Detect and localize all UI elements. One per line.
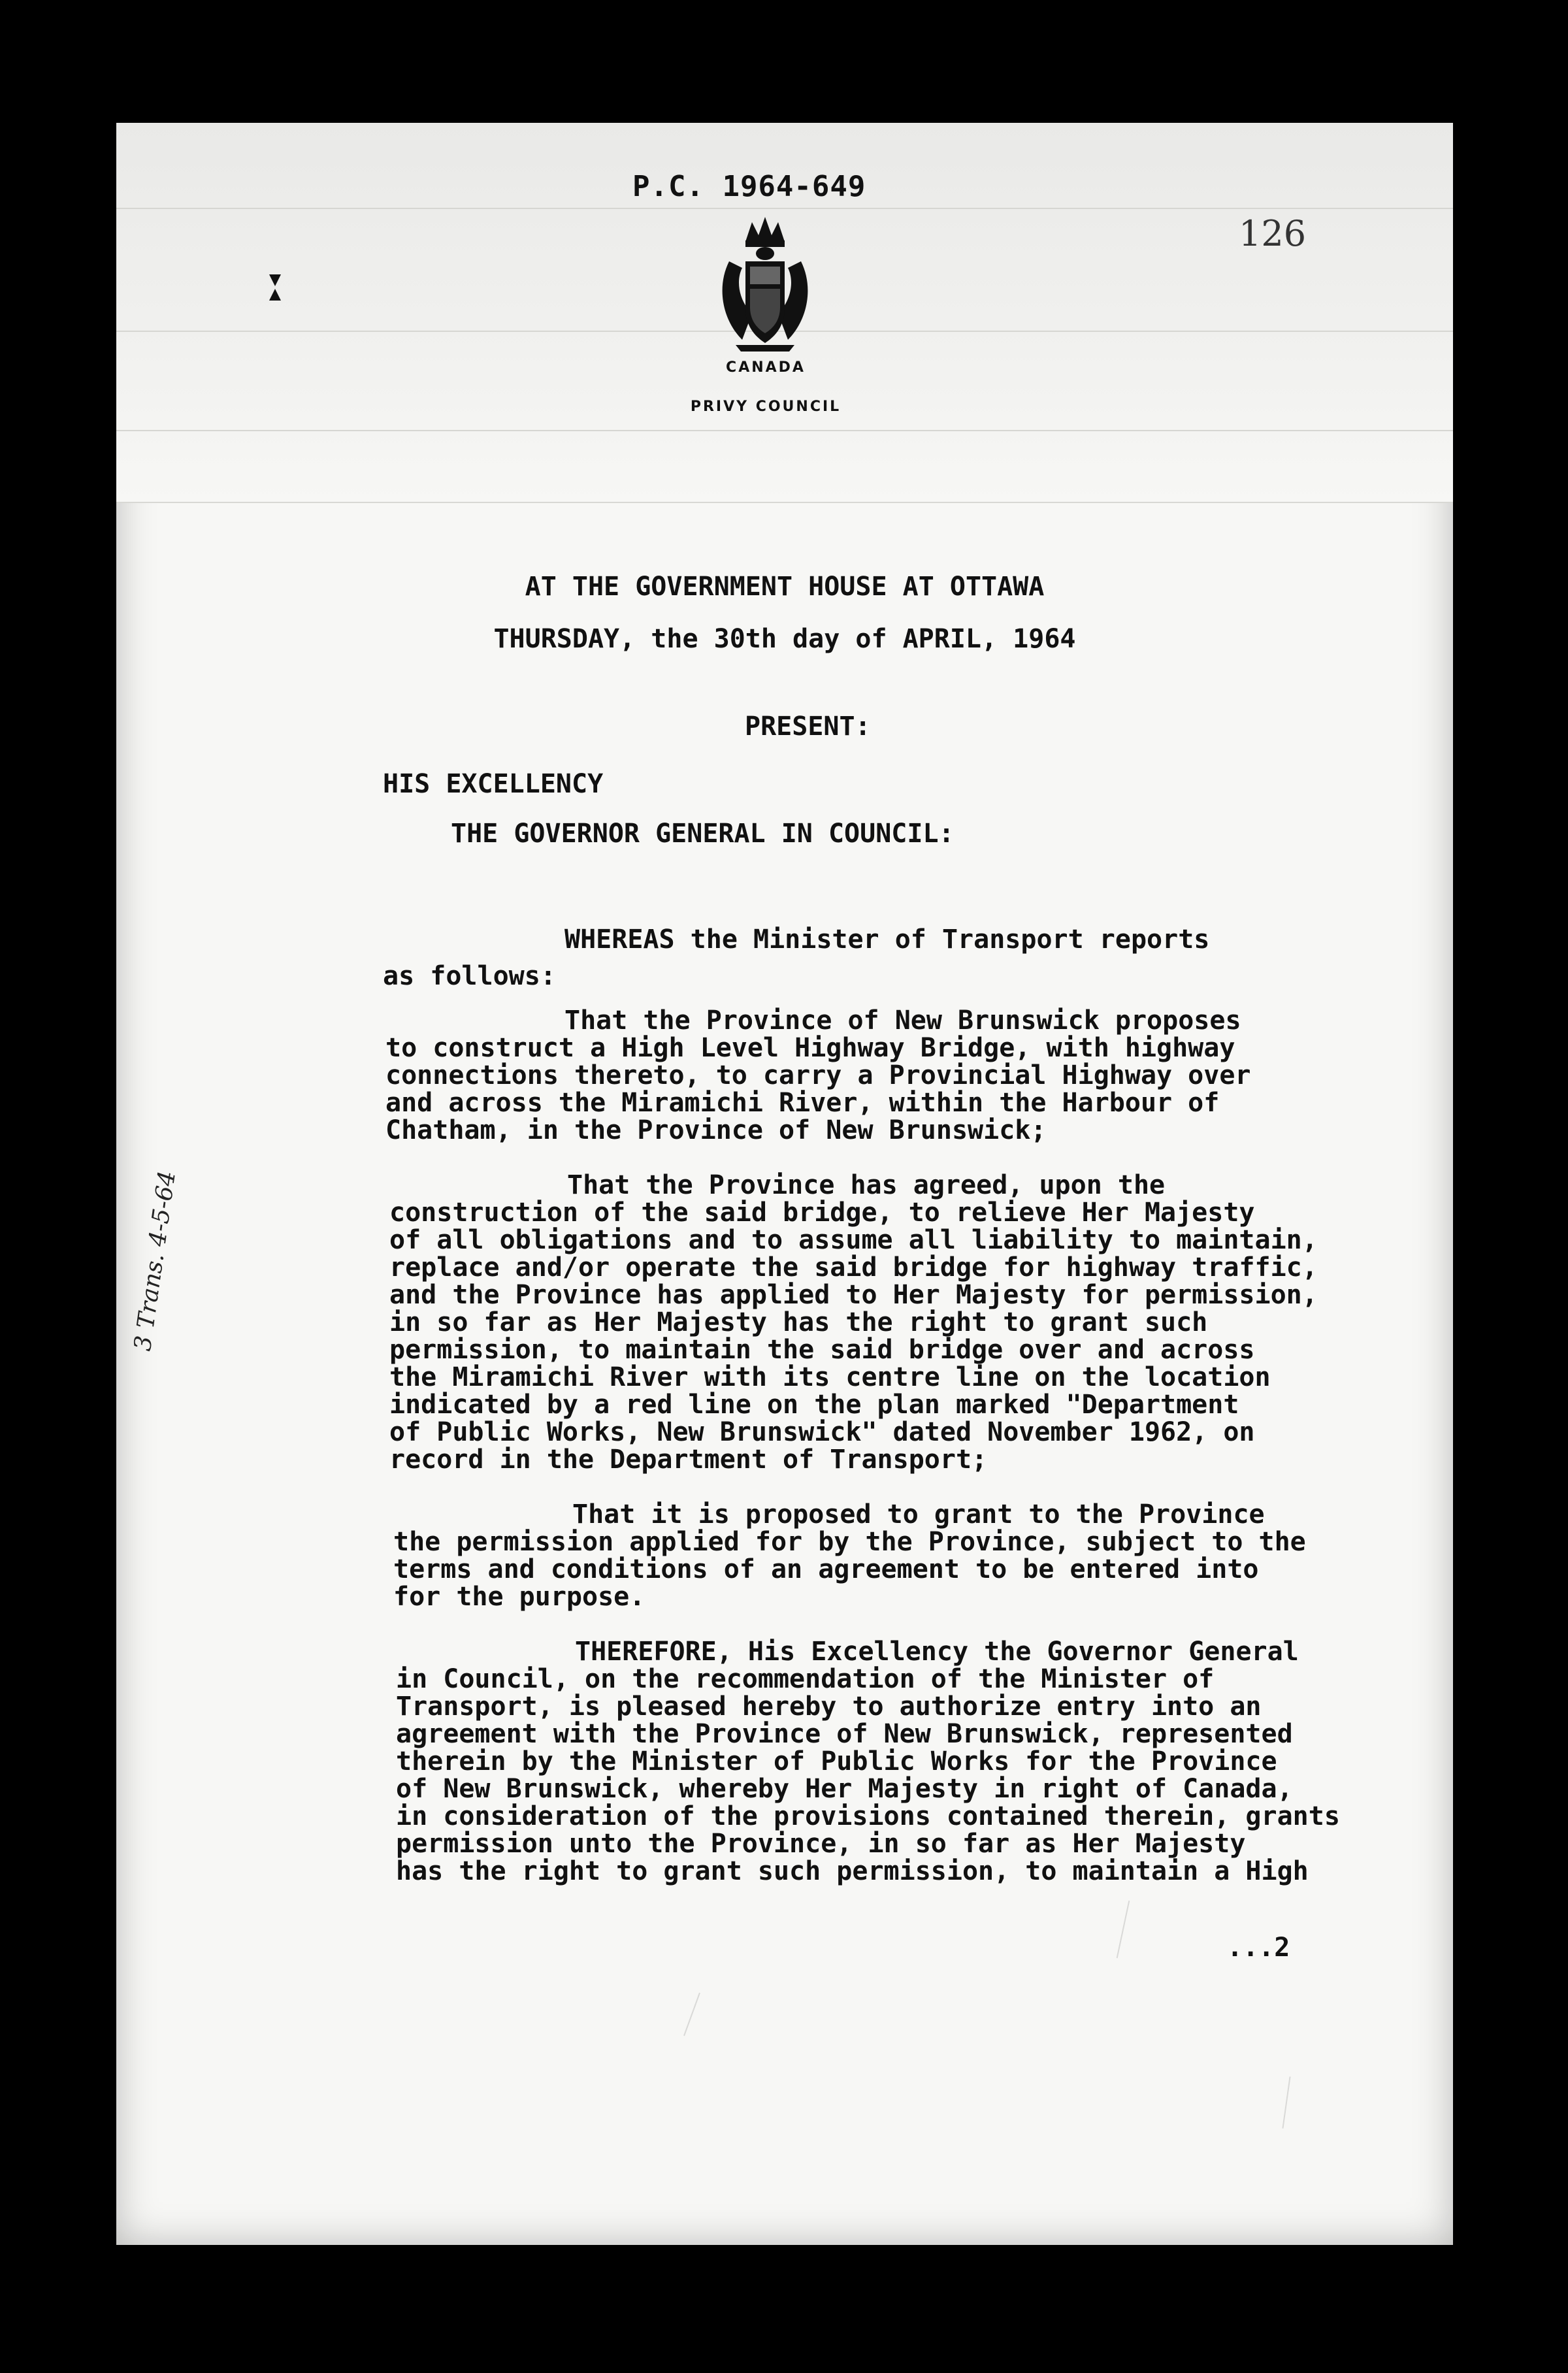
order-number: P.C. 1964-649 — [632, 170, 866, 203]
addressee-line: HIS EXCELLENCY — [383, 769, 604, 799]
addressee-line: THE GOVERNOR GENERAL IN COUNCIL: — [451, 819, 955, 849]
body-line: permission, to maintain the said bridge over and across — [389, 1335, 1255, 1365]
body-line: That it is proposed to grant to the Province — [572, 1499, 1265, 1530]
letterhead-office: PRIVY COUNCIL — [690, 399, 841, 415]
body-line: WHEREAS the Minister of Transport reports — [564, 925, 1210, 955]
body-line: connections thereto, to carry a Provincial Highway over — [385, 1060, 1251, 1090]
document-page — [116, 123, 1453, 2245]
body-line: replace and/or operate the said bridge for highway traffic, — [389, 1252, 1318, 1283]
body-line: of Public Works, New Brunswick" dated November 1962, on — [389, 1417, 1255, 1447]
body-line: to construct a High Level Highway Bridge, with highway — [385, 1033, 1235, 1063]
body-line: terms and conditions of an agreement to be entered into — [393, 1554, 1259, 1584]
body-line: Chatham, in the Province of New Brunswick; — [385, 1115, 1047, 1145]
film-scratch — [1282, 2076, 1290, 2129]
body-line: in so far as Her Majesty has the right to grant such — [389, 1307, 1208, 1337]
film-scratch — [1117, 1901, 1130, 1958]
letterhead-rule — [116, 208, 1453, 209]
continuation-mark: ...2 — [1227, 1933, 1290, 1963]
page-number: 126 — [1239, 213, 1307, 254]
body-line: That the Province has agreed, upon the — [567, 1170, 1166, 1200]
body-line: of New Brunswick, whereby Her Majesty in right of Canada, — [396, 1774, 1293, 1804]
body-line: agreement with the Province of New Brunswick, represented — [396, 1719, 1293, 1749]
body-line: the permission applied for by the Province, subject to the — [393, 1527, 1306, 1557]
body-line: of all obligations and to assume all liability to maintain, — [389, 1225, 1318, 1255]
body-line: permission unto the Province, in so far as Her Majesty — [396, 1829, 1246, 1859]
present-heading: PRESENT: — [745, 712, 871, 742]
meeting-date: THURSDAY, the 30th day of APRIL, 1964 — [493, 624, 1076, 654]
body-line: indicated by a red line on the plan marked "Department — [389, 1390, 1239, 1420]
letterhead-rule — [116, 430, 1453, 431]
body-line: in Council, on the recommendation of the Minister of — [396, 1664, 1215, 1694]
body-line: construction of the said bridge, to relieve Her Majesty — [389, 1198, 1255, 1228]
body-line: in consideration of the provisions contained therein, grants — [396, 1801, 1340, 1831]
body-line: has the right to grant such permission, to maintain a High — [396, 1856, 1309, 1886]
body-line: and the Province has applied to Her Majesty for permission, — [389, 1280, 1318, 1310]
hourglass-mark-icon — [268, 273, 282, 302]
body-line: Transport, is pleased hereby to authorize entry into an — [396, 1692, 1262, 1722]
coat-of-arms-icon — [716, 216, 814, 353]
letterhead-country: CANADA — [726, 359, 806, 376]
body-line: therein by the Minister of Public Works for the Province — [396, 1746, 1277, 1776]
handwritten-margin-note: 3 Trans. 4-5-64 — [129, 1169, 182, 1353]
film-scratch — [683, 1993, 700, 2036]
meeting-place: AT THE GOVERNMENT HOUSE AT OTTAWA — [525, 572, 1045, 602]
body-line: and across the Miramichi River, within the Harbour of — [385, 1088, 1220, 1118]
body-line: the Miramichi River with its centre line on the location — [389, 1362, 1271, 1392]
body-line: as follows: — [383, 961, 556, 991]
body-line: record in the Department of Transport; — [389, 1445, 988, 1475]
body-line: THEREFORE, His Excellency the Governor General — [575, 1637, 1299, 1667]
body-line: for the purpose. — [393, 1582, 645, 1612]
body-line: That the Province of New Brunswick proposes — [564, 1006, 1241, 1036]
